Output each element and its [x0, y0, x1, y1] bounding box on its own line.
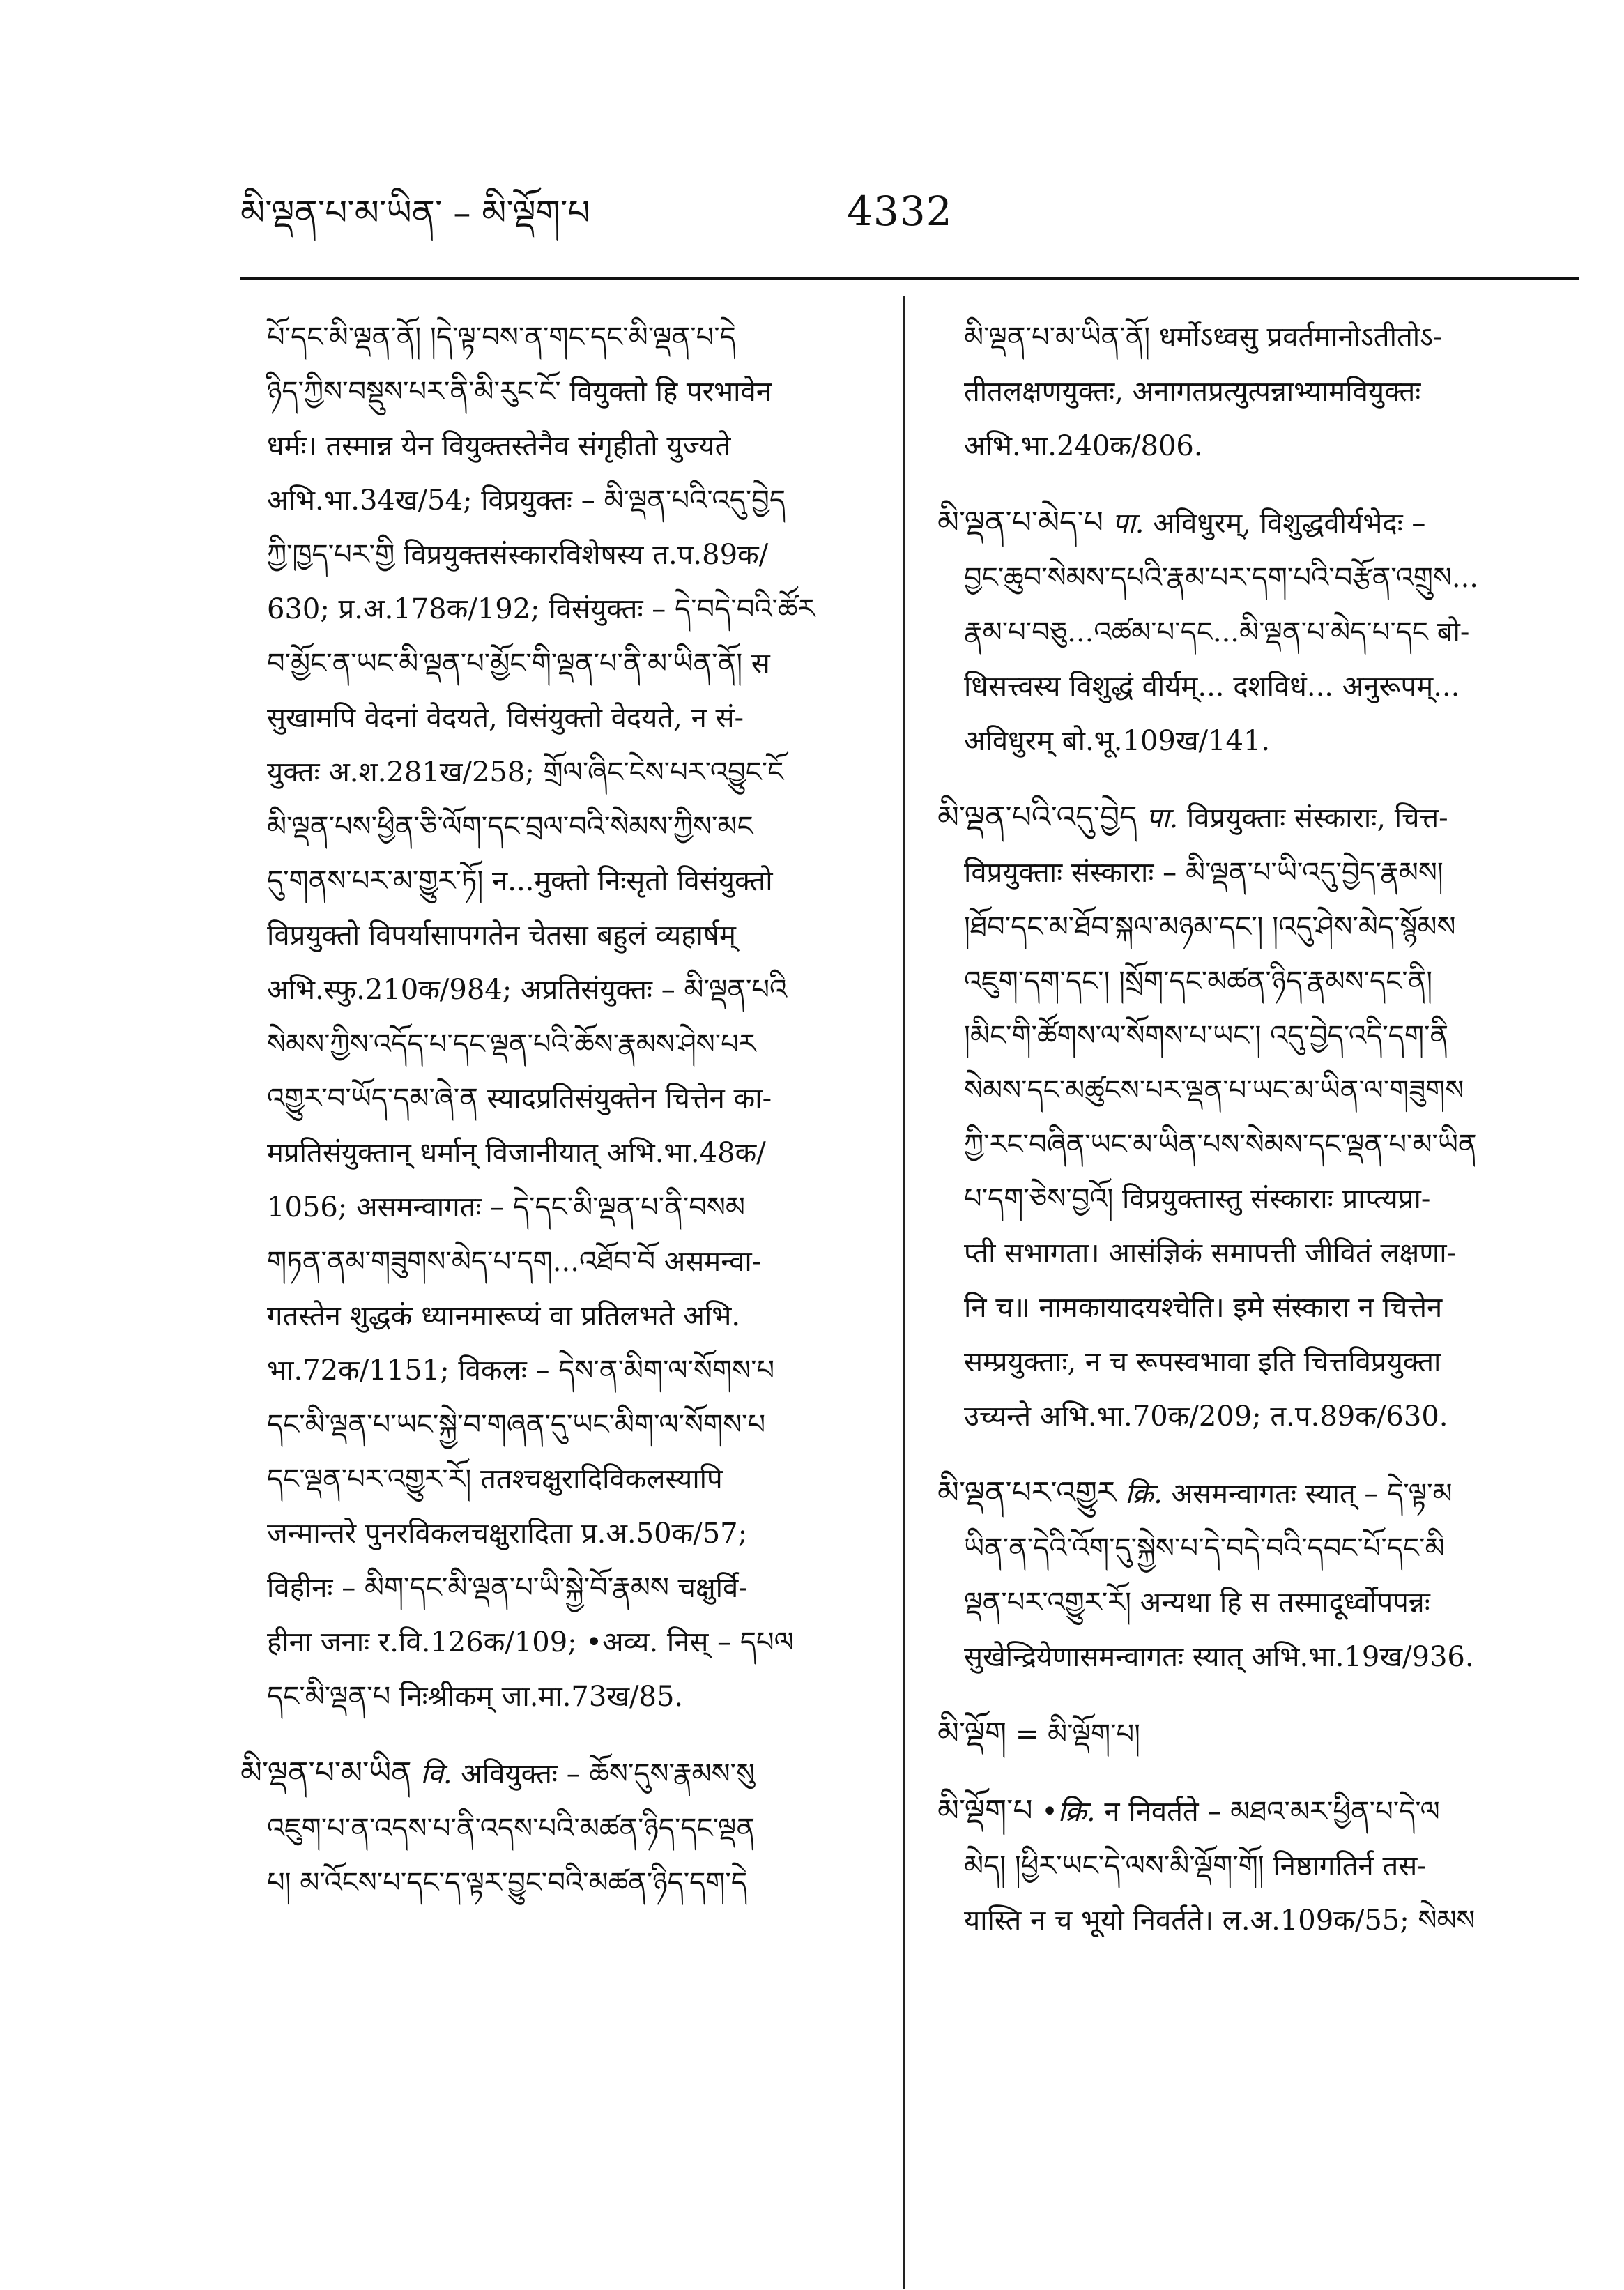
entry-mi-ldan-pa-med-pa — [937, 496, 1572, 768]
text-line: ཉིད་ཀྱིས་བསྡུས་པར་ནི་མི་རུང་ངོ་ वियुक्तो हि परभावेन — [267, 376, 772, 408]
text-line: ཀྱི་རང་བཞིན་ཡང་མ་ཡིན་པས་སེམས་དང་ལྡན་པ་མ་ཡིན — [964, 1129, 1477, 1161]
text-line: པོ་དང་མི་ལྡན་ནོ། །དེ་ལྟ་བས་ན་གང་དང་མི་ལྡན་པ་དེ — [267, 321, 736, 353]
text-line: 1056; असमन्वागतः – དེ་དང་མི་ལྡན་པ་ནི་བསམ — [267, 1191, 745, 1223]
header-rule — [240, 277, 1579, 280]
grammar-label: वि. — [420, 1758, 452, 1790]
text-line: སེམས་དང་མཚུངས་པར་ལྡན་པ་ཡང་མ་ཡིན་ལ་གཟུགས — [964, 1074, 1464, 1106]
entry-text: असमन्वागतः स्यात् – དེ་ལྟ་མ — [1171, 1478, 1453, 1510]
grammar-label: क्रि. — [1125, 1478, 1163, 1510]
entry-headword: མི་ལྡོག — [937, 1716, 1007, 1751]
entry-headword: མི་ལྡན་པར་འགྱུར — [937, 1475, 1117, 1511]
cross-reference: མི་ལྡོག་པ། — [1048, 1718, 1141, 1750]
text-line: हीना जनाः र.वि.126क/109; •अव्य. निस् – དཔལ — [267, 1626, 794, 1658]
text-line: །ཐོབ་དང་མ་ཐོབ་སྐལ་མཉམ་དང་། །འདུ་ཤེས་མེད་སྙོམས — [964, 911, 1456, 943]
text-line: དང་མི་ལྡན་པ་ཡང་སྐྱེ་བ་གཞན་དུ་ཡང་མིག་ལ་སོགས་པ — [267, 1409, 766, 1441]
column-divider — [903, 296, 905, 2289]
text-line: युक्तः अ.श.281ख/258; གྲོལ་ཞིང་ངེས་པར་འབྱུང་ངོ — [267, 756, 784, 788]
text-line: विप्रयुक्तो विपर्यासापगतेन चेतसा बहुलं व्यहार्षम् — [267, 919, 736, 952]
text-line: པ། མ་འོངས་པ་དང་ད་ལྟར་བྱུང་བའི་མཚན་ཉིད་དག་དེ — [267, 1867, 748, 1899]
text-line: धिसत्त्वस्य विशुद्धं वीर्यम्... दशविधं... अनुरूपम्... — [964, 671, 1460, 703]
right-column — [937, 310, 1572, 1970]
entry-mi-ldan-par-gyur — [937, 1466, 1572, 1684]
text-line: अविधुरम् बो.भू.109ख/141. — [964, 725, 1271, 757]
text-line: सुखामपि वेदनां वेदयते, विसंयुक्तो वेदयते, न सं- — [267, 702, 744, 734]
entry-continuation — [240, 310, 871, 1724]
text-line: འཇུག་དག་དང་། །སྲོག་དང་མཚན་ཉིད་རྣམས་དང་ནི། — [964, 965, 1433, 998]
text-line: པ་དག་ཅེས་བྱའོ། विप्रयुक्तास्तु संस्काराः प्राप्त्यप्रा- — [964, 1183, 1431, 1215]
text-line: उच्यन्ते अभि.भा.70क/209; त.प.89क/630. — [964, 1400, 1448, 1433]
entry-text: अवियुक्तः – ཆོས་དུས་རྣམས་སུ — [461, 1758, 756, 1790]
text-line: སེམས་ཀྱིས་འདོད་པ་དང་ལྡན་པའི་ཆོས་རྣམས་ཤེས་པར — [267, 1028, 756, 1060]
equals-sign: = — [1015, 1718, 1039, 1750]
text-line: ལྡན་པར་འགྱུར་རོ། अन्यथा हि स तस्मादूर्ध्वोपपन्नः — [964, 1587, 1430, 1619]
entry-continuation — [937, 310, 1572, 473]
text-line: गतस्तेन शुद्धकं ध्यानमारूप्यं वा प्रतिलभते अभि. — [267, 1300, 741, 1332]
entry-headword: མི་ལྡན་པའི་འདུ་བྱེད — [937, 800, 1137, 835]
grammar-label: पा. — [1112, 507, 1144, 540]
text-line: དུ་གནས་པར་མ་གྱུར་ཏོ། न...मुक्तो निःसृतो विसंयुक्तो — [267, 865, 773, 897]
text-line: अभि.स्फु.210क/984; अप्रतिसंयुक्तः – མི་ལྡན་པའི — [267, 974, 788, 1006]
text-line: གཏན་ནམ་གཟུགས་མེད་པ་དག...འཐོབ་བོ असमन्वा- — [267, 1246, 762, 1278]
entry-first-line — [240, 1746, 871, 1801]
entry-mi-ldan-pa-ma-yin — [240, 1746, 871, 1910]
entry-text: अविधुरम्, विशुद्धवीर्यभेदः – — [1153, 507, 1426, 540]
text-line: མི་ལྡན་པས་ཕྱིན་ཅི་ལོག་དང་བྲལ་བའི་སེམས་ཀྱིས་མང — [267, 811, 753, 843]
entry-mi-ldog-pa — [937, 1784, 1572, 1948]
entry-mi-ldog — [937, 1707, 1572, 1762]
text-line: तीतलक्षणयुक्तः, अनागतप्रत्युत्पन्नाभ्यामवियुक्तः — [964, 376, 1421, 408]
text-line: མེད། །ཕྱིར་ཡང་དེ་ལས་མི་ལྡོག་གོ། निष्ठागतिर्न तस- — [964, 1850, 1427, 1882]
entry-first-line — [937, 1784, 1572, 1839]
text-line: འཇུག་པ་ན་འདས་པ་ནི་འདས་པའི་མཚན་ཉིད་དང་ལྡན — [267, 1812, 756, 1845]
text-line: सम्प्रयुक्ताः, न च रूपस्वभावा इति चित्तविप्रयुक्ता — [964, 1346, 1441, 1378]
entry-headword: མི་ལྡན་པ་མ་ཡིན — [240, 1755, 412, 1791]
entry-first-line — [937, 1707, 1572, 1762]
text-line: །མིང་གི་ཚོགས་ལ་སོགས་པ་ཡང་། འདུ་བྱེད་འདི་དག་ནི — [964, 1020, 1449, 1052]
text-line: དང་ལྡན་པར་འགྱུར་རོ། ततश्चक्षुरादिविकलस्यापि — [267, 1463, 723, 1495]
text-line: अभि.भा.34ख/54; विप्रयुक्तः – མི་ལྡན་པའི་འདུ་བྱེད — [267, 484, 786, 517]
text-line: ཀྱི་ཁྱད་པར་གྱི विप्रयुक्तसंस्कारविशेषस्य त.प.89क/ — [267, 539, 769, 571]
text-line: नि च॥ नामकायादयश्चेति। इमे संस्कारा न चित्तेन — [964, 1292, 1443, 1324]
grammar-label: पा. — [1146, 802, 1179, 834]
text-line: विप्रयुक्ताः संस्काराः – མི་ལྡན་པ་ཡི་འདུ་བྱེད་རྣམས། — [964, 857, 1443, 889]
text-line: यास्ति न च भूयो निवर्तते। ल.अ.109क/55; སེམས — [964, 1904, 1476, 1937]
running-head: མི་ལྡན་པ་མ་ཡིན་ – མི་ལྡོག་པ — [240, 192, 590, 233]
text-line: धर्मः। तस्मान्न येन वियुक्तस्तेनैव संगृहीतो युज्यते — [267, 430, 731, 462]
text-line: जन्मान्तरे पुनरविकलचक्षुरादिता प्र.अ.50क/57; — [267, 1518, 748, 1550]
entry-first-line — [937, 791, 1572, 846]
text-line: འགྱུར་བ་ཡོད་དམ་ཞེ་ན स्यादप्रतिसंयुक्तेन चित्तेन का- — [267, 1083, 772, 1115]
entry-first-line — [937, 496, 1572, 551]
page-number: 4332 — [847, 188, 953, 235]
text-line: मप्रतिसंयुक्तान् धर्मान् विजानीयात् अभि.भा.48क/ — [267, 1137, 766, 1169]
text-line: भा.72क/1151; विकलः – དེས་ན་མིག་ལ་སོགས་པ — [267, 1354, 775, 1387]
text-line: अभि.भा.240क/806. — [964, 430, 1203, 462]
entry-mi-ldan-pai-du-byed — [937, 791, 1572, 1444]
entry-headword: མི་ལྡོག་པ — [937, 1793, 1033, 1829]
entry-headword: མི་ལྡན་པ་མེད་པ — [937, 505, 1103, 540]
text-line: ཡིན་ན་དེའི་འོག་དུ་སྐྱེས་པ་དེ་བདེ་བའི་དབང་པོ་དང་མི — [964, 1532, 1445, 1564]
text-line: प्ती सभागता। आसंज्ञिकं समापत्ती जीवितं लक्षणा- — [964, 1237, 1457, 1269]
grammar-label: •क्रि. — [1041, 1796, 1096, 1828]
entry-first-line — [937, 1466, 1572, 1521]
text-line: विहीनः – མིག་དང་མི་ལྡན་པ་ཡི་སྐྱེ་བོ་རྣམས चक्षुर्वि- — [267, 1572, 748, 1604]
text-line: བྱང་ཆུབ་སེམས་དཔའི་རྣམ་པར་དག་པའི་བརྩོན་འགྲུས... — [964, 562, 1479, 594]
page-header — [0, 0, 1624, 293]
text-line: རྣམ་པ་བཅུ...འཚམ་པ་དང...མི་ལྡན་པ་མེད་པ་དང बो- — [964, 616, 1470, 648]
text-line: མི་ལྡན་པ་མ་ཡིན་ནོ། धर्मोऽध्वसु प्रवर्तमानोऽतीतोऽ- — [964, 321, 1443, 353]
text-line: 630; प्र.अ.178क/192; विसंयुक्तः – དེ་བདེ་བའི་ཚོར — [267, 593, 815, 625]
left-column — [240, 310, 871, 1932]
entry-text: न निवर्तते – མཐའ་མར་ཕྱིན་པ་དེ་ལ — [1104, 1796, 1440, 1828]
text-line: सुखेन्द्रियेणासमन्वागतः स्यात् अभि.भा.19ख/936. — [964, 1641, 1474, 1673]
text-line: བ་མྱོང་ན་ཡང་མི་ལྡན་པ་མྱོང་གི་ལྡན་པ་ནི་མ་ཡིན་ནོ། स — [267, 648, 770, 680]
entry-text: विप्रयुक्ताः संस्काराः, चित्त- — [1186, 802, 1448, 834]
text-line: དང་མི་ལྡན་པ निःश्रीकम् जा.मा.73ख/85. — [267, 1681, 684, 1713]
